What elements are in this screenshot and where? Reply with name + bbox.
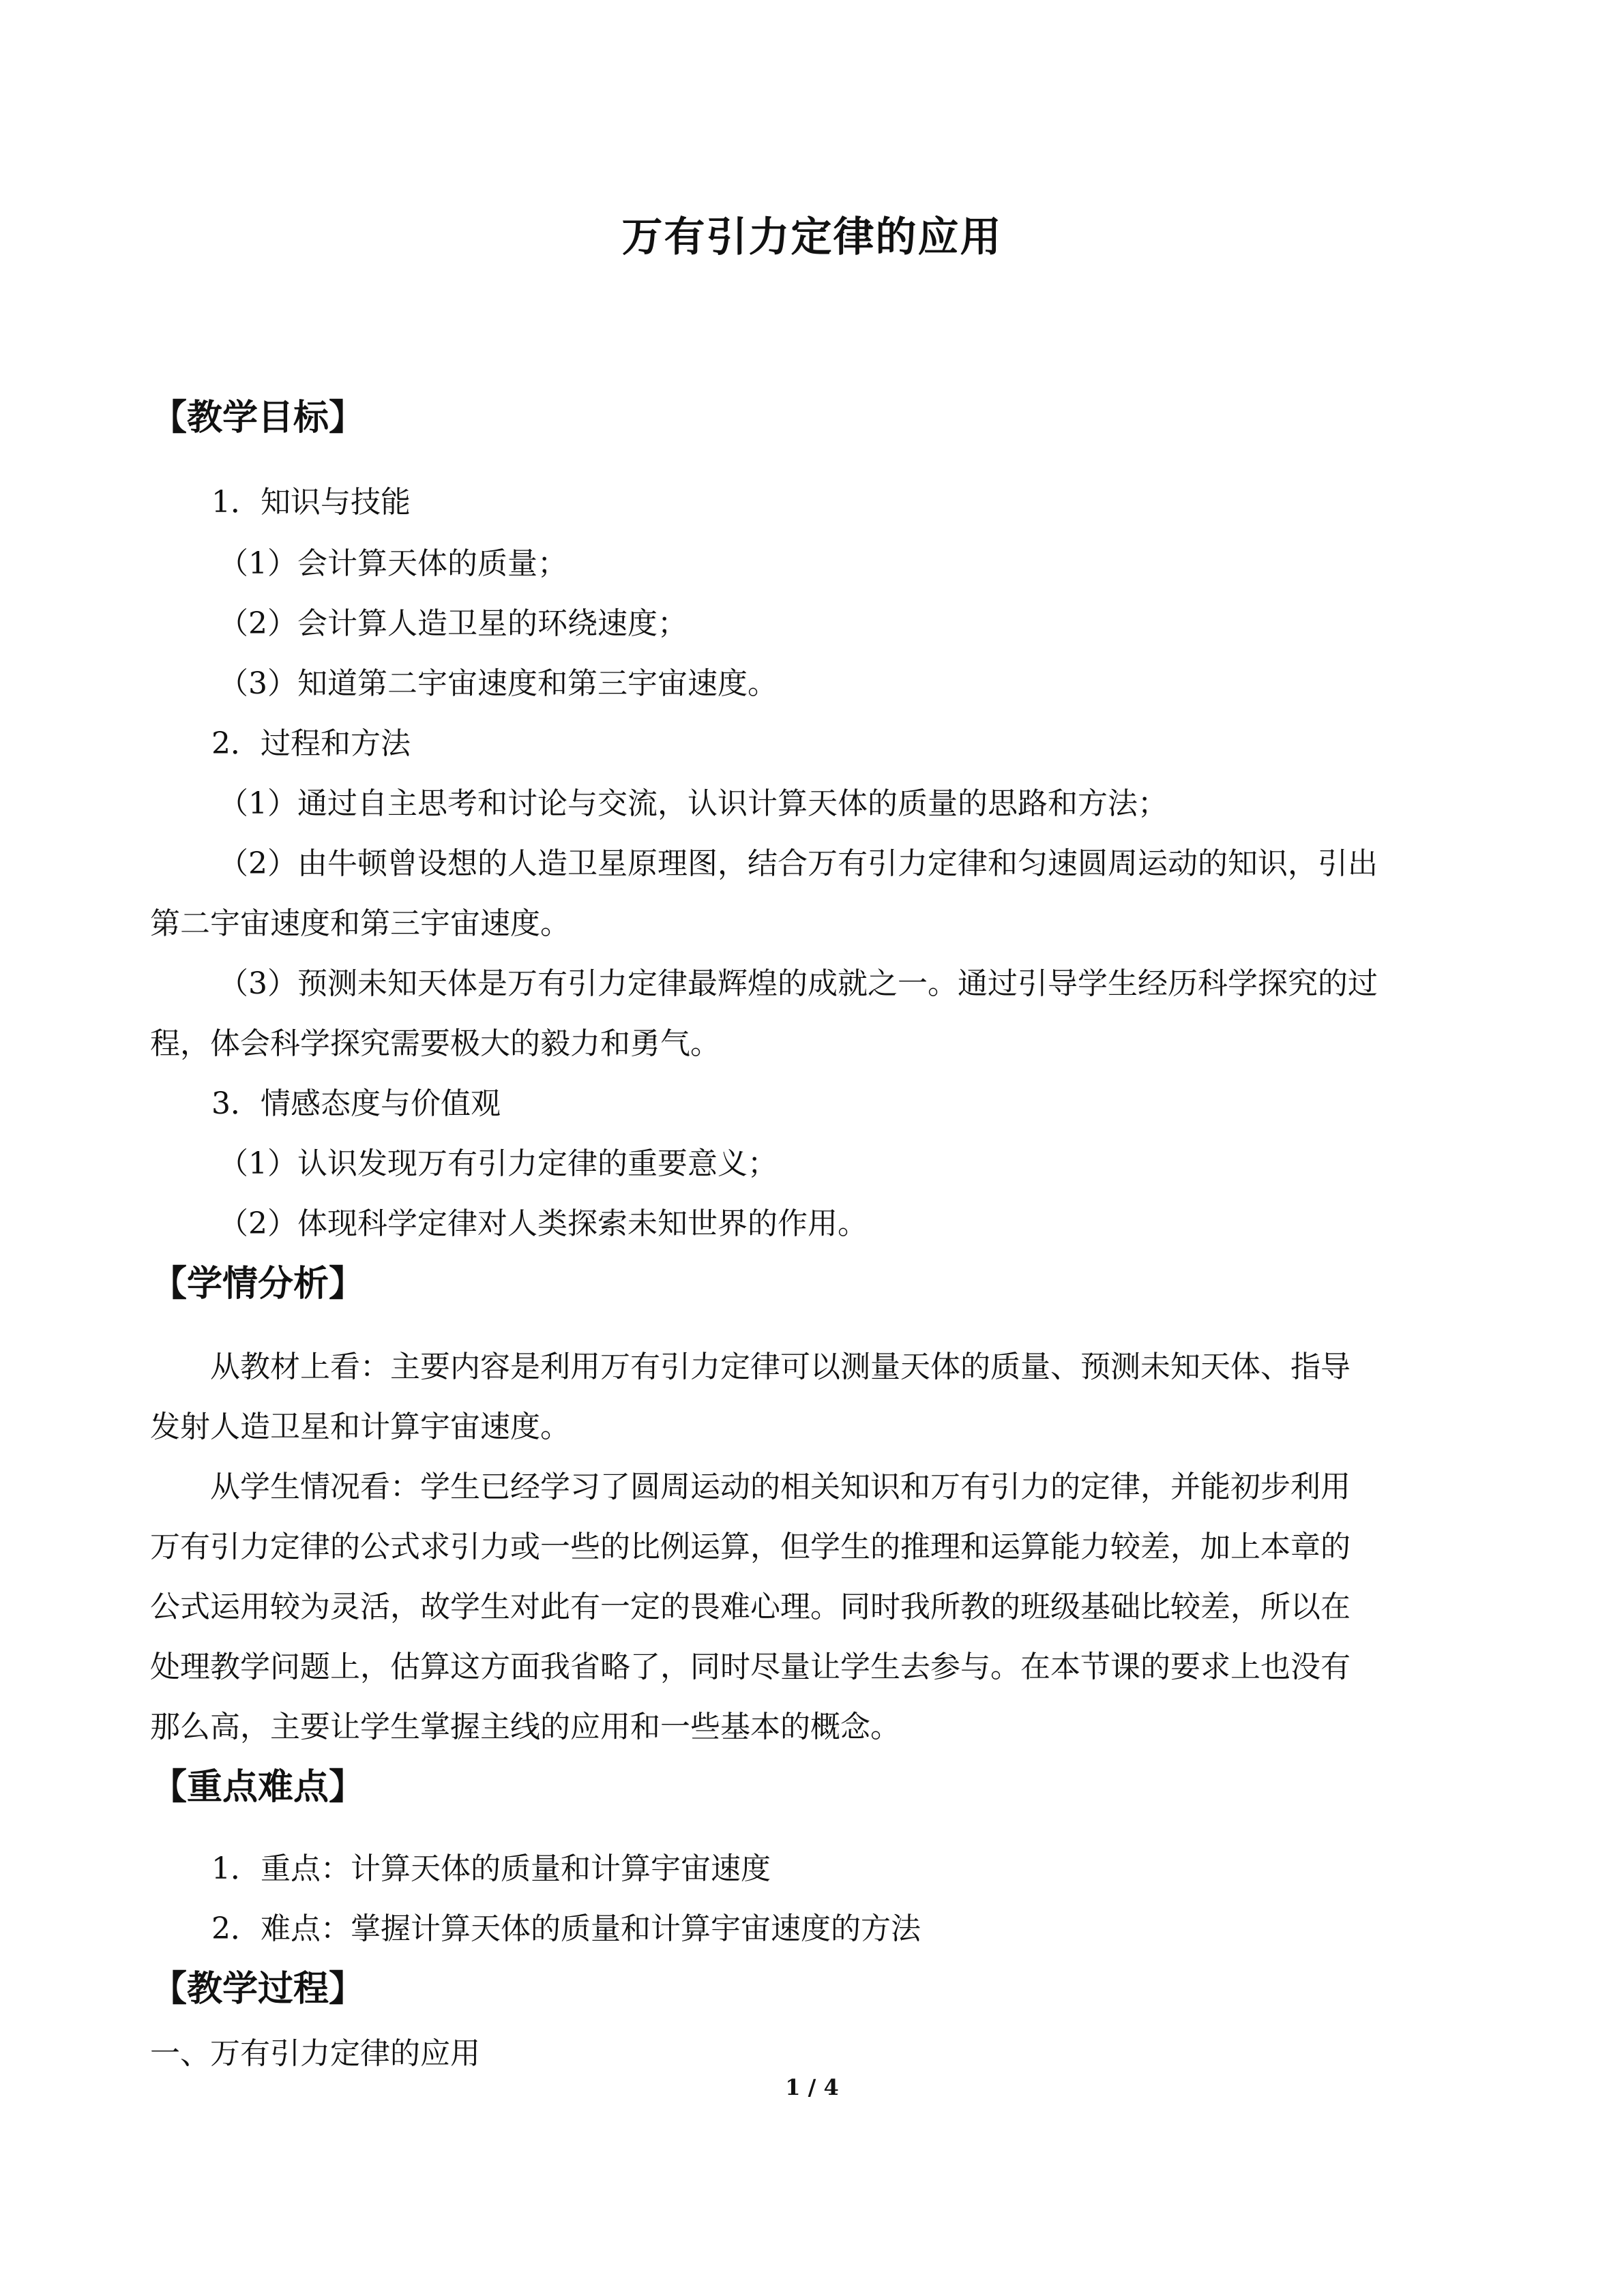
goal-item-1: 1．知识与技能 (211, 485, 411, 520)
goal-subitem-1-1: （1）会计算天体的质量； (218, 546, 567, 581)
goal-subitem-2-2-line1: （2）由牛顿曾设想的人造卫星原理图，结合万有引力定律和匀速圆周运动的知识，引出 (218, 846, 1378, 881)
goal-subitem-1-3: （3）知道第二宇宙速度和第三宇宙速度。 (218, 666, 778, 701)
process-item-1: 一、万有引力定律的应用 (150, 2036, 480, 2071)
analysis-paragraph-2-line5: 那么高，主要让学生掌握主线的应用和一些基本的概念。 (150, 1710, 900, 1744)
analysis-paragraph-1-line1: 从教材上看：主要内容是利用万有引力定律可以测量天体的质量、预测未知天体、指导 (210, 1350, 1350, 1384)
goal-subitem-2-2-line2: 第二宇宙速度和第三宇宙速度。 (150, 906, 570, 941)
section-heading-goals: 【教学目标】 (151, 398, 365, 438)
section-heading-keypoints: 【重点难点】 (151, 1767, 365, 1808)
page-number: 1 / 4 (785, 2074, 839, 2100)
goal-subitem-2-3-line1: （3）预测未知天体是万有引力定律最辉煌的成就之一。通过引导学生经历科学探究的过 (218, 966, 1378, 1001)
keypoint-item-1: 1．重点：计算天体的质量和计算宇宙速度 (211, 1851, 771, 1886)
goal-item-3: 3．情感态度与价值观 (211, 1086, 501, 1121)
analysis-paragraph-1-line2: 发射人造卫星和计算宇宙速度。 (150, 1410, 570, 1444)
goal-subitem-1-2: （2）会计算人造卫星的环绕速度； (218, 606, 688, 641)
section-heading-process: 【教学过程】 (151, 1969, 365, 2010)
analysis-paragraph-2-line1: 从学生情况看：学生已经学习了圆周运动的相关知识和万有引力的定律，并能初步利用 (210, 1470, 1350, 1504)
goal-subitem-2-1: （1）通过自主思考和讨论与交流，认识计算天体的质量的思路和方法； (218, 786, 1168, 821)
goal-subitem-3-1: （1）认识发现万有引力定律的重要意义； (218, 1146, 778, 1181)
document-title: 万有引力定律的应用 (621, 213, 1003, 261)
goal-subitem-3-2: （2）体现科学定律对人类探索未知世界的作用。 (218, 1206, 868, 1241)
section-heading-analysis: 【学情分析】 (151, 1264, 365, 1304)
analysis-paragraph-2-line3: 公式运用较为灵活，故学生对此有一定的畏难心理。同时我所教的班级基础比较差，所以在 (150, 1590, 1350, 1624)
analysis-paragraph-2-line2: 万有引力定律的公式求引力或一些的比例运算，但学生的推理和运算能力较差，加上本章的 (150, 1530, 1350, 1564)
keypoint-item-2: 2．难点：掌握计算天体的质量和计算宇宙速度的方法 (211, 1911, 921, 1946)
analysis-paragraph-2-line4: 处理教学问题上，估算这方面我省略了，同时尽量让学生去参与。在本节课的要求上也没有 (150, 1650, 1350, 1684)
goal-subitem-2-3-line2: 程，体会科学探究需要极大的毅力和勇气。 (150, 1026, 720, 1061)
goal-item-2: 2．过程和方法 (211, 726, 411, 761)
